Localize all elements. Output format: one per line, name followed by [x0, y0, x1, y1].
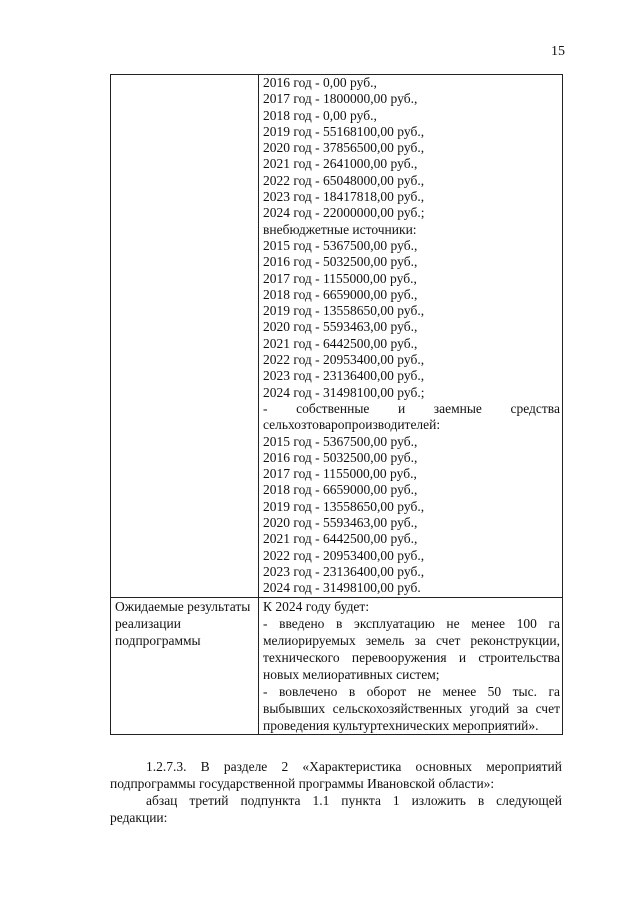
paragraph-section-2-change	[110, 758, 562, 792]
results-label-line: подпрограммы	[115, 632, 201, 648]
budget-line: 2021 год - 2641000,00 руб.,	[263, 156, 418, 172]
own-funds-line: 2024 год - 31498100,00 руб.	[263, 580, 421, 596]
offbudget-line: 2017 год - 1155000,00 руб.,	[263, 270, 417, 286]
offbudget-line: 2019 год - 13558650,00 руб.,	[263, 303, 425, 319]
table-row-funding	[111, 75, 563, 598]
paragraph-line: абзац третий подпункта 1.1 пункта 1 изложить в следующей	[146, 793, 562, 808]
offbudget-line: 2020 год - 5593463,00 руб.,	[263, 319, 418, 335]
own-funds-line: 2020 год - 5593463,00 руб.,	[263, 515, 418, 531]
own-funds-line: 2018 год - 6659000,00 руб.,	[263, 482, 418, 498]
table-row-results	[111, 597, 563, 734]
results-line: новых мелиоративных систем;	[263, 666, 440, 682]
own-funds-heading: - собственные и заемные средства	[263, 400, 560, 416]
page-number: 15	[551, 44, 565, 59]
budget-line: 2016 год - 0,00 руб.,	[263, 75, 377, 90]
results-line: - вовлечено в оборот не менее 50 тыс. га	[263, 683, 560, 699]
offbudget-line: 2016 год - 5032500,00 руб.,	[263, 254, 418, 270]
budget-line: 2022 год - 65048000,00 руб.,	[263, 172, 425, 188]
offbudget-line: 2022 год - 20953400,00 руб.,	[263, 352, 425, 368]
budget-line: 2017 год - 1800000,00 руб.,	[263, 91, 418, 107]
own-funds-line: 2016 год - 5032500,00 руб.,	[263, 449, 418, 465]
offbudget-list	[263, 238, 560, 401]
budget-line: 2023 год - 18417818,00 руб.,	[263, 189, 425, 205]
offbudget-line: 2023 год - 23136400,00 руб.,	[263, 368, 425, 384]
budget-list	[263, 75, 560, 222]
paragraph-edit-instruction	[110, 792, 562, 826]
own-funds-line: 2019 год - 13558650,00 руб.,	[263, 498, 425, 514]
paragraph-line: 1.2.7.3. В разделе 2 «Характеристика основных мероприятий	[146, 759, 562, 774]
results-line: К 2024 году будет:	[263, 598, 370, 614]
own-funds-line: 2015 год - 5367500,00 руб.,	[263, 433, 418, 449]
funding-content-cell	[259, 75, 563, 598]
results-content-cell	[259, 597, 563, 734]
offbudget-line: 2015 год - 5367500,00 руб.,	[263, 237, 418, 253]
own-funds-line: 2023 год - 23136400,00 руб.,	[263, 563, 425, 579]
funding-label-cell	[111, 75, 259, 598]
own-funds-list	[263, 434, 560, 597]
budget-line: 2019 год - 55168100,00 руб.,	[263, 123, 425, 139]
budget-line: 2024 год - 22000000,00 руб.;	[263, 205, 425, 221]
offbudget-line: 2021 год - 6442500,00 руб.,	[263, 335, 418, 351]
results-line: проведения культуртехнических мероприятий».	[263, 717, 539, 733]
own-funds-line: 2017 год - 1155000,00 руб.,	[263, 466, 417, 482]
offbudget-line: 2024 год - 31498100,00 руб.;	[263, 384, 425, 400]
budget-line: 2020 год - 37856500,00 руб.,	[263, 140, 425, 156]
paragraph-line: подпрограммы государственной программы Ивановской области»:	[110, 776, 495, 791]
results-line: мелиорируемых земель за счет реконструкции,	[263, 632, 560, 648]
results-line: - введено в эксплуатацию не менее 100 га	[263, 615, 560, 631]
own-funds-line: 2021 год - 6442500,00 руб.,	[263, 531, 418, 547]
results-label-cell	[111, 597, 259, 734]
paragraph-line: редакции:	[110, 810, 168, 825]
results-line: технического перевооружения и строительства	[263, 649, 560, 665]
results-label-line: Ожидаемые результаты	[115, 598, 251, 614]
results-line: выбывших сельскохозяйственных угодий за счет	[263, 700, 560, 716]
own-funds-heading-cont: сельхозтоваропроизводителей:	[263, 417, 441, 433]
own-funds-line: 2022 год - 20953400,00 руб.,	[263, 547, 425, 563]
offbudget-heading: внебюджетные источники:	[263, 221, 417, 237]
budget-line: 2018 год - 0,00 руб.,	[263, 107, 377, 123]
offbudget-line: 2018 год - 6659000,00 руб.,	[263, 286, 418, 302]
results-label-line: реализации	[115, 615, 181, 631]
subprogram-passport-table	[110, 74, 563, 735]
